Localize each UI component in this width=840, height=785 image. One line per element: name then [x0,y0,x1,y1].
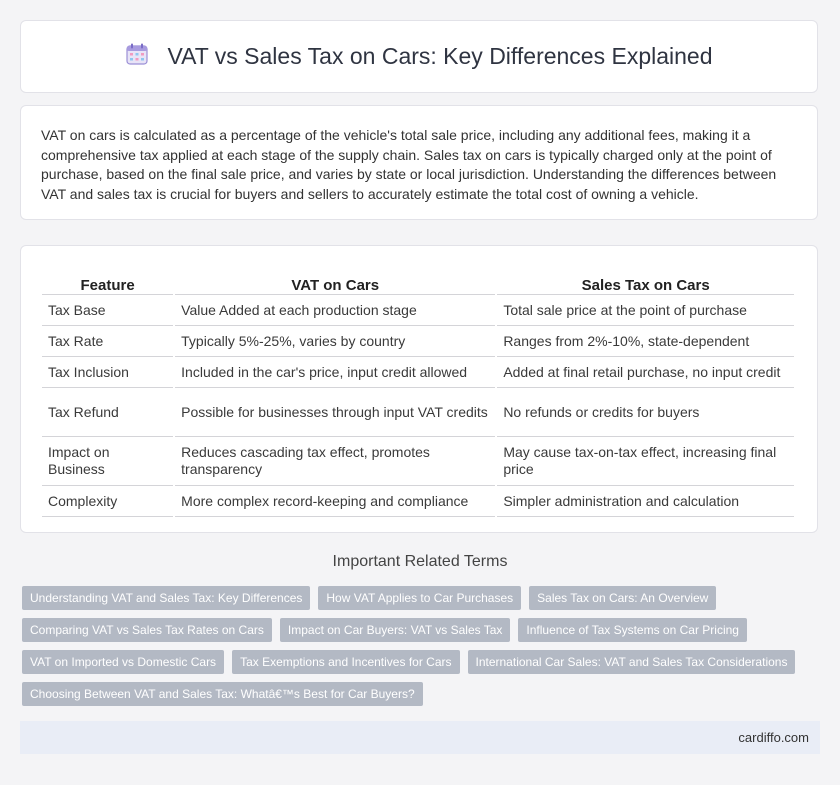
table-cell: Possible for businesses through input VAT credits [175,388,495,437]
table-row [42,295,794,326]
table-cell: Simpler administration and calculation [497,486,794,517]
table-cell: No refunds or credits for buyers [497,388,794,437]
header-sales-tax: Sales Tax on Cars [497,266,794,295]
table-cell: Complexity [42,486,173,517]
comparison-table-card [20,245,818,533]
table-cell: Tax Base [42,295,173,326]
table-cell: Ranges from 2%-10%, state-dependent [497,326,794,357]
related-tag[interactable]: International Car Sales: VAT and Sales Tax Considerations [468,650,796,674]
related-tag[interactable]: Tax Exemptions and Incentives for Cars [232,650,459,674]
table-cell: Reduces cascading tax effect, promotes transparency [175,437,495,486]
table-cell: Included in the car's price, input credit allowed [175,357,495,388]
table-row [42,388,794,437]
related-tag[interactable]: How VAT Applies to Car Purchases [318,586,521,610]
intro-paragraph: VAT on cars is calculated as a percentage of the vehicle's total sale price, including any additional fees, making it a comprehensive tax applied at each stage of the supply chain. Sales tax on cars is typically charged only at the point of purchase, based on the final sale price, and varies by state or local jurisdiction. Understanding the differences between VAT and sales tax is crucial for buyers and sellers to accurately estimate the total cost of owning a vehicle. [41,127,777,202]
related-tag[interactable]: Choosing Between VAT and Sales Tax: Whatâ€™s Best for Car Buyers? [22,682,423,706]
table-cell: May cause tax-on-tax effect, increasing final price [497,437,794,486]
table-cell: Tax Rate [42,326,173,357]
table-cell: More complex record-keeping and compliance [175,486,495,517]
related-tag[interactable]: Understanding VAT and Sales Tax: Key Differences [22,586,310,610]
footer-site-link[interactable]: cardiffo.com [738,730,809,745]
table-cell: Tax Refund [42,388,173,437]
intro-card [20,105,818,220]
related-terms-title: Important Related Terms [332,553,508,570]
table-row [42,437,794,486]
footer [20,721,820,754]
table-cell: Total sale price at the point of purchase [497,295,794,326]
header-vat: VAT on Cars [175,266,495,295]
table-cell: Impact on Business [42,437,173,486]
related-tag[interactable]: Sales Tax on Cars: An Overview [529,586,716,610]
header-card [20,20,818,93]
table-row [42,486,794,517]
table-row [42,326,794,357]
table-row [42,357,794,388]
header-inner [125,42,712,71]
comparison-table [40,266,796,517]
page-title: VAT vs Sales Tax on Cars: Key Differences Explained [167,43,713,69]
table-cell: Tax Inclusion [42,357,173,388]
header-feature: Feature [42,266,173,295]
related-tag[interactable]: Influence of Tax Systems on Car Pricing [518,618,747,642]
related-tag[interactable]: Comparing VAT vs Sales Tax Rates on Cars [22,618,272,642]
related-terms-tags [22,586,812,706]
table-header-row [42,266,794,295]
related-tag[interactable]: VAT on Imported vs Domestic Cars [22,650,224,674]
table-cell: Added at final retail purchase, no input credit [497,357,794,388]
table-cell: Value Added at each production stage [175,295,495,326]
related-tag[interactable]: Impact on Car Buyers: VAT vs Sales Tax [280,618,511,642]
calendar-icon [125,42,149,71]
table-cell: Typically 5%-25%, varies by country [175,326,495,357]
